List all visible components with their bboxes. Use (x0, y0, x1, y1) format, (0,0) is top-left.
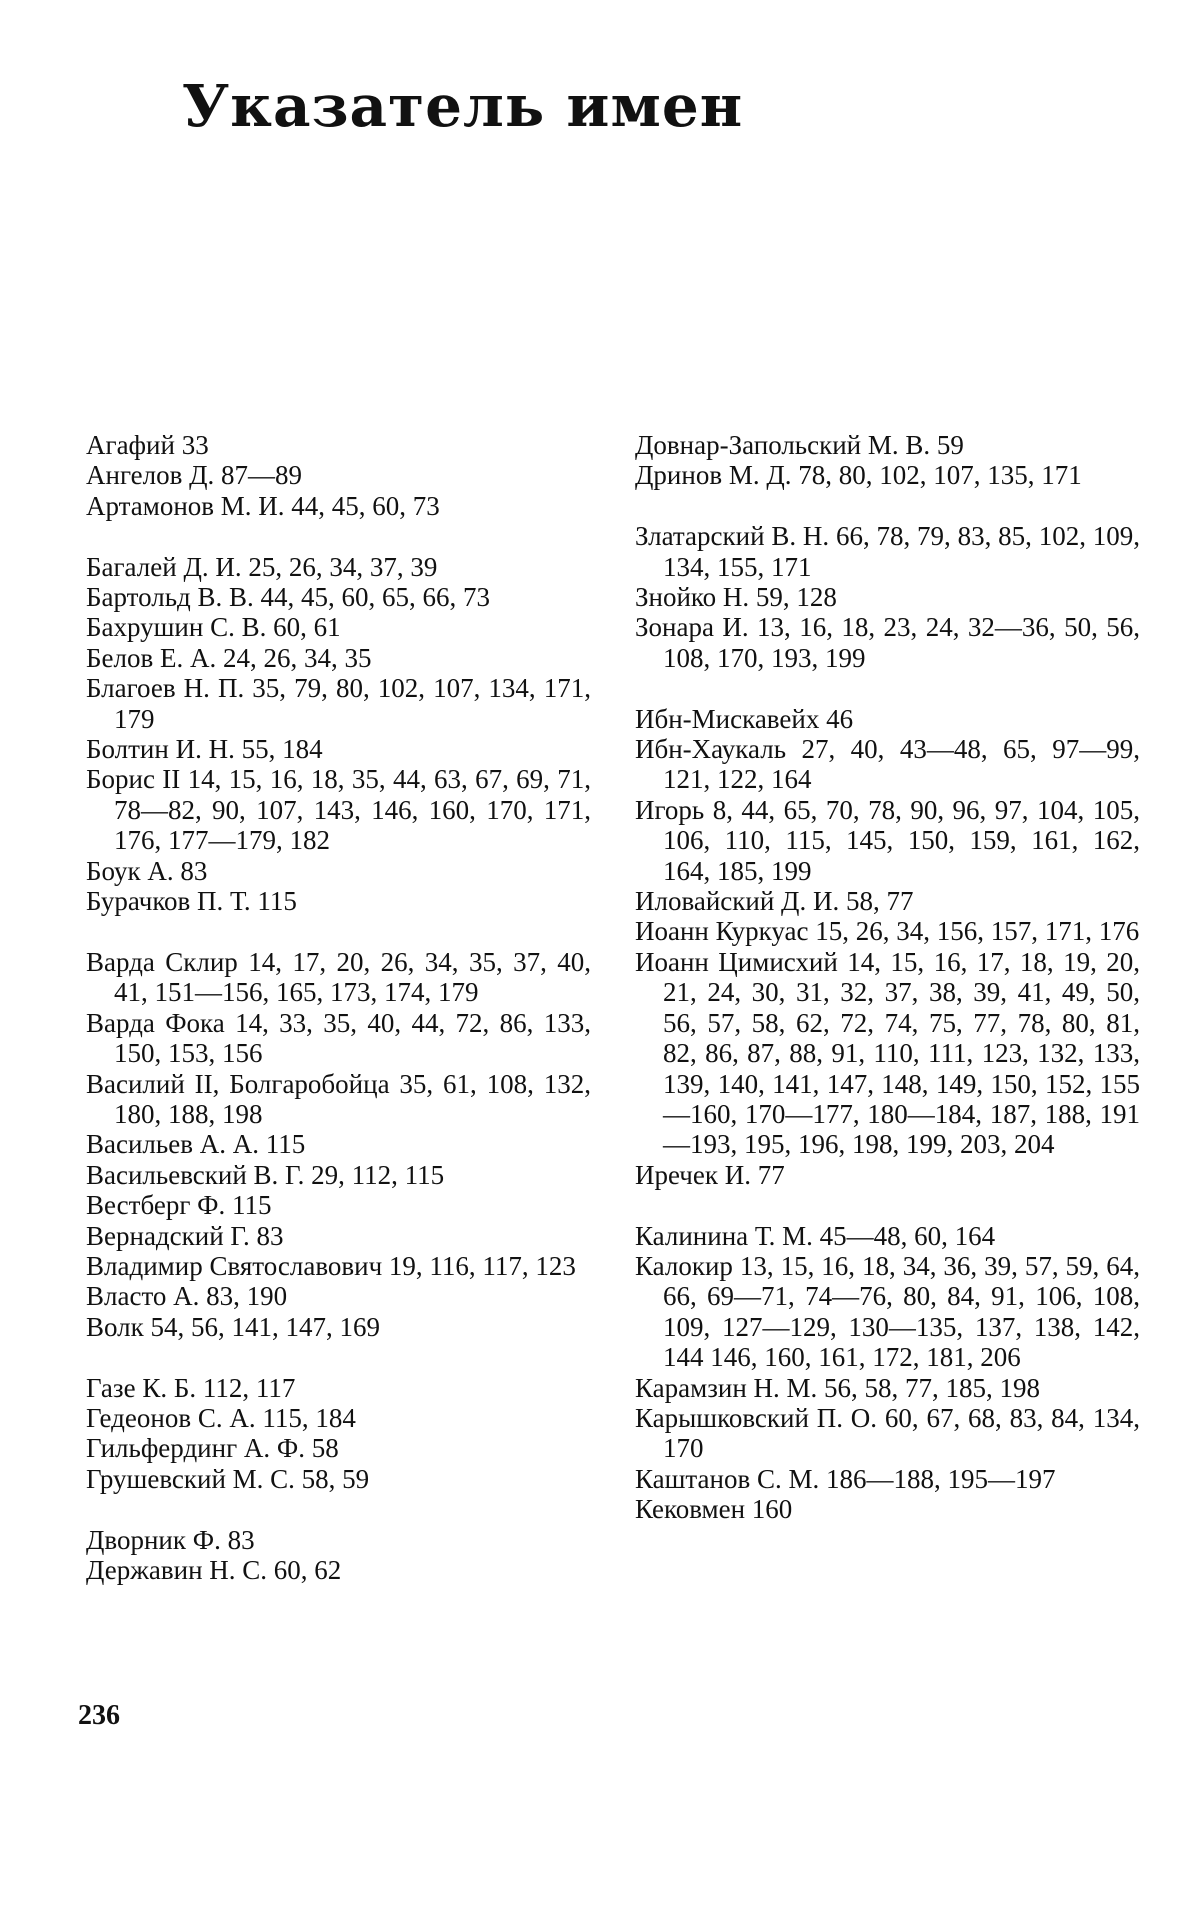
letter-group-gap (635, 491, 1140, 521)
index-entry: Васильевский В. Г. 29, 112, 115 (86, 1159, 445, 1190)
index-entry: Зонара И. 13, 16, 18, 23, 24, 32—36, 50, 56, 108, 170, 193, 199 (635, 612, 1140, 673)
index-entry: Гильфердинг А. Ф. 58 (86, 1433, 339, 1464)
page-title: Указатель имен (182, 72, 744, 140)
index-entry: Дворник Ф. 83 (86, 1524, 255, 1555)
index-entry: Борис II 14, 15, 16, 18, 35, 44, 63, 67, 69, 71, 78—82, 90, 107, 143, 146, 160, 170, 171, 176, 177—179, 182 (86, 764, 591, 856)
index-entry: Владимир Святославович 19, 116, 117, 123 (86, 1250, 576, 1281)
index-entry: Златарский В. Н. 66, 78, 79, 83, 85, 102, 109, 134, 155, 171 (635, 521, 1140, 582)
index-entry: Державин Н. С. 60, 62 (86, 1554, 342, 1585)
index-entry: Карышковский П. О. 60, 67, 68, 83, 84, 134, 170 (635, 1402, 1140, 1464)
index-entry: Иловайский Д. И. 58, 77 (635, 886, 914, 917)
index-entry: Игорь 8, 44, 65, 70, 78, 90, 96, 97, 104, 105, 106, 110, 115, 145, 150, 159, 161, 162, 164, 185, 199 (635, 794, 1140, 886)
index-entry: Каштанов С. М. 186—188, 195—197 (635, 1463, 1056, 1494)
letter-group-gap (635, 1190, 1140, 1220)
index-entry: Бахрушин С. В. 60, 61 (86, 612, 341, 643)
index-entry: Иречек И. 77 (635, 1159, 785, 1190)
index-column-left (86, 430, 591, 1585)
index-entry: Ибн-Мискавейх 46 (635, 703, 854, 734)
index-entry: Боук А. 83 (86, 855, 208, 886)
index-entry: Болтин И. Н. 55, 184 (86, 734, 323, 765)
index-entry: Вернадский Г. 83 (86, 1220, 284, 1251)
letter-group-gap (86, 1342, 591, 1372)
index-entry: Багалей Д. И. 25, 26, 34, 37, 39 (86, 551, 438, 582)
index-entry: Артамонов М. И. 44, 45, 60, 73 (86, 490, 440, 521)
index-entry: Варда Фока 14, 33, 35, 40, 44, 72, 86, 133, 150, 153, 156 (86, 1007, 591, 1069)
index-entry: Гедеонов С. А. 115, 184 (86, 1402, 356, 1433)
index-entry: Дринов М. Д. 78, 80, 102, 107, 135, 171 (635, 460, 1082, 491)
index-entry: Белов Е. А. 24, 26, 34, 35 (86, 642, 372, 673)
index-entry: Волк 54, 56, 141, 147, 169 (86, 1311, 380, 1342)
index-entry: Вестберг Ф. 115 (86, 1190, 272, 1221)
index-entry: Кековмен 160 (635, 1494, 793, 1525)
index-entry: Карамзин Н. М. 56, 58, 77, 185, 198 (635, 1372, 1041, 1403)
index-entry: Благоев Н. П. 35, 79, 80, 102, 107, 134, 171, 179 (86, 673, 591, 734)
index-entry: Калокир 13, 15, 16, 18, 34, 36, 39, 57, 59, 64, 66, 69—71, 74—76, 80, 84, 91, 106, 108, 109, 127—129, 130—135, 137, 138, 142, 144 146, 160, 161, 172, 181, 206 (635, 1250, 1140, 1373)
index-entry: Власто А. 83, 190 (86, 1281, 288, 1312)
page-number: 236 (78, 1700, 120, 1731)
index-entry: Бартольд В. В. 44, 45, 60, 65, 66, 73 (86, 582, 491, 613)
index-entry: Довнар-Запольский М. В. 59 (635, 430, 964, 460)
letter-group-gap (86, 521, 591, 551)
index-entry: Грушевский М. С. 58, 59 (86, 1463, 370, 1494)
index-entry: Васильев А. А. 115 (86, 1129, 306, 1160)
letter-group-gap (635, 673, 1140, 703)
index-entry: Калинина Т. М. 45—48, 60, 164 (635, 1220, 996, 1251)
index-entry: Агафий 33 (86, 430, 209, 460)
index-column-right (635, 430, 1140, 1525)
index-entry: Ибн-Хаукаль 27, 40, 43—48, 65, 97—99, 121, 122, 164 (635, 734, 1140, 795)
letter-group-gap (86, 916, 591, 946)
index-entry: Газе К. Б. 112, 117 (86, 1372, 296, 1403)
index-entry: Бурачков П. Т. 115 (86, 886, 297, 917)
index-entry: Иоанн Цимисхий 14, 15, 16, 17, 18, 19, 20, 21, 24, 30, 31, 32, 37, 38, 39, 41, 49, 50, 56, 57, 58, 62, 72, 74, 75, 77, 78, 80, 81, 82, 86, 87, 88, 91, 110, 111, 123, 132, 133, 139, 140, 141, 147, 148, 149, 150, 152, 155—160, 170—177, 180—184, 187, 188, 191—193, 195, 196, 198, 199, 203, 204 (635, 946, 1140, 1160)
index-entry: Ангелов Д. 87—89 (86, 460, 303, 491)
index-entry: Иоанн Куркуас 15, 26, 34, 156, 157, 171, 176 (635, 916, 1140, 947)
index-entry: Знойко Н. 59, 128 (635, 582, 837, 613)
index-entry: Варда Склир 14, 17, 20, 26, 34, 35, 37, 40, 41, 151—156, 165, 173, 174, 179 (86, 946, 591, 1008)
letter-group-gap (86, 1494, 591, 1524)
index-entry: Василий II, Болгаробойца 35, 61, 108, 132, 180, 188, 198 (86, 1068, 591, 1129)
